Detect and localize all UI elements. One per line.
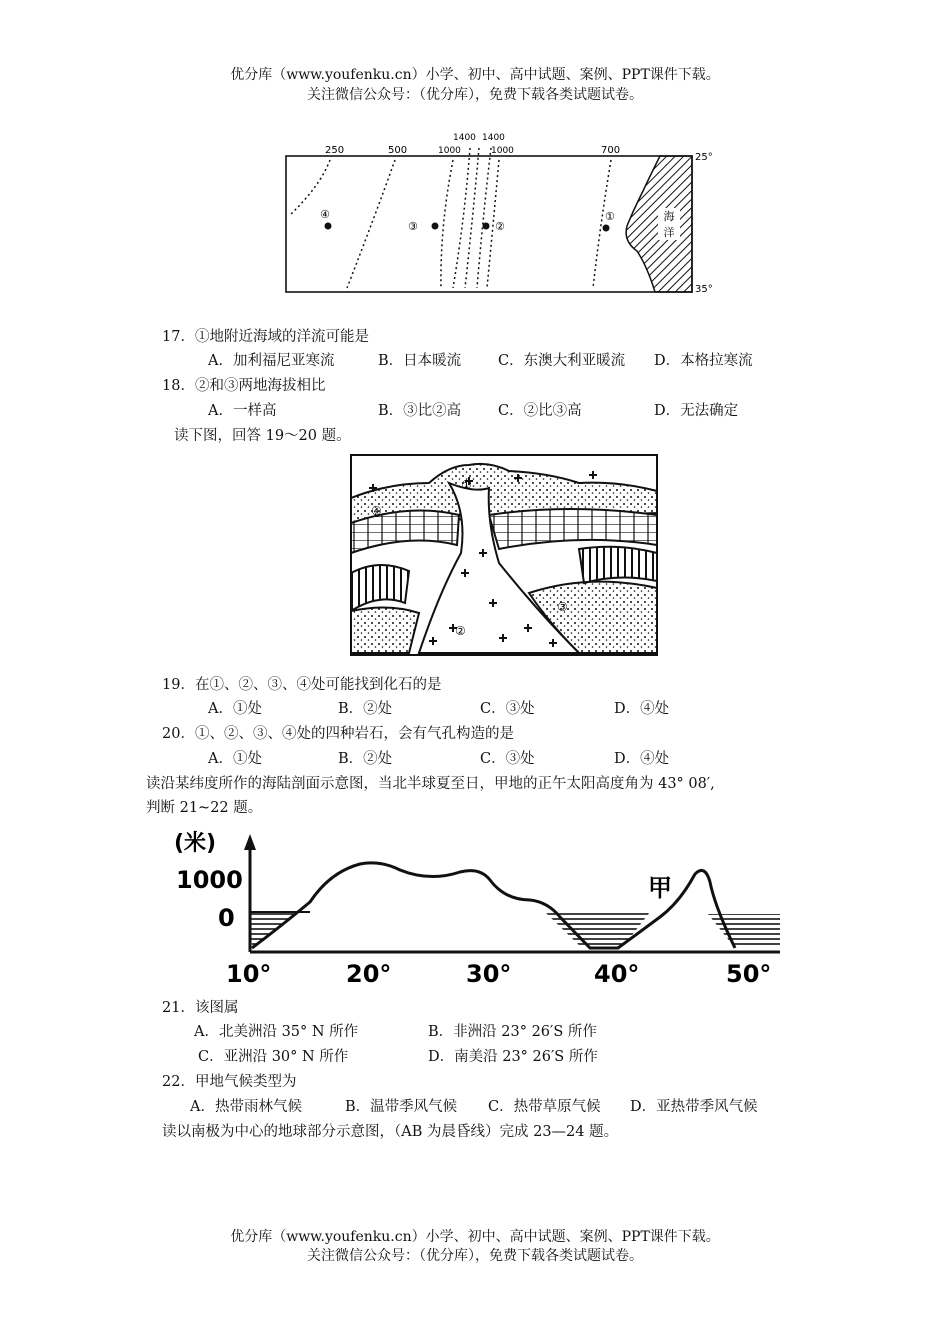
iso-label-1400-right: 1400 bbox=[482, 133, 505, 143]
q21-option-d[interactable]: D．南美沿 23° 26′S 所作 bbox=[428, 1049, 598, 1065]
x-label-50: 50° bbox=[726, 960, 772, 988]
x-label-20: 20° bbox=[346, 960, 392, 988]
q18-option-b[interactable]: B．③比②高 bbox=[378, 403, 462, 419]
iso-label-1000-right: 1000 bbox=[491, 146, 514, 156]
x-label-40: 40° bbox=[594, 960, 640, 988]
q20-option-a[interactable]: A．①处 bbox=[208, 751, 262, 767]
iso-label-700: 700 bbox=[601, 145, 621, 156]
x-label-10: 10° bbox=[226, 960, 272, 988]
q18-option-c[interactable]: C．②比③高 bbox=[498, 403, 582, 419]
y-unit-label: (米) bbox=[174, 831, 217, 856]
lat-bottom-label: 35° bbox=[695, 284, 713, 295]
ocean-char-2: 洋 bbox=[663, 226, 675, 239]
q20-option-d[interactable]: D．④处 bbox=[614, 751, 670, 767]
intro-23-24: 读以南极为中心的地球部分示意图，（AB 为晨昏线）完成 23—24 题。 bbox=[162, 1124, 619, 1140]
footer-line-1: 优分库（www.youfenku.cn）小学、初中、高中试题、案例、PPT课件下载。 bbox=[230, 1229, 720, 1245]
header-line-1: 优分库（www.youfenku.cn）小学、初中、高中试题、案例、PPT课件下载。 bbox=[230, 67, 720, 83]
rock-label-2: ② bbox=[455, 624, 466, 638]
place-jia-label: 甲 bbox=[648, 874, 672, 902]
q20-stem: 20．①、②、③、④处的四种岩石，会有气孔构造的是 bbox=[162, 726, 514, 742]
x-label-30: 30° bbox=[466, 960, 512, 988]
intro-21-22-line1: 读沿某纬度所作的海陆剖面示意图，当北半球夏至日，甲地的正午太阳高度角为 43° 08′, bbox=[146, 776, 715, 792]
rock-label-3: ③ bbox=[557, 600, 568, 614]
point-2-label: ② bbox=[495, 220, 505, 233]
y-label-1000: 1000 bbox=[176, 866, 243, 894]
q22-option-d[interactable]: D．亚热带季风气候 bbox=[630, 1099, 758, 1115]
profile-figure bbox=[160, 822, 790, 990]
q19-option-a[interactable]: A．①处 bbox=[208, 701, 262, 717]
q21-option-c[interactable]: C．亚洲沿 30° N 所作 bbox=[198, 1049, 349, 1065]
q17-option-b[interactable]: B．日本暖流 bbox=[378, 353, 462, 369]
iso-label-1400-left: 1400 bbox=[453, 133, 476, 143]
q22-option-c[interactable]: C．热带草原气候 bbox=[488, 1099, 601, 1115]
isoline-map bbox=[255, 126, 725, 296]
q19-stem: 19．在①、②、③、④处可能找到化石的是 bbox=[162, 677, 442, 693]
iso-label-1000-left: 1000 bbox=[438, 146, 461, 156]
intro-21-22-line2: 判断 21~22 题。 bbox=[146, 800, 263, 816]
q21-stem: 21．该图属 bbox=[162, 1000, 239, 1016]
q17-stem: 17．①地附近海域的洋流可能是 bbox=[162, 329, 369, 345]
lat-top-label: 25° bbox=[695, 152, 713, 163]
q19-option-d[interactable]: D．④处 bbox=[614, 701, 670, 717]
q18-option-d[interactable]: D．无法确定 bbox=[654, 403, 739, 419]
iso-label-250: 250 bbox=[325, 145, 345, 156]
q19-option-b[interactable]: B．②处 bbox=[338, 701, 393, 717]
q20-option-c[interactable]: C．③处 bbox=[480, 751, 535, 767]
header-line-2: 关注微信公众号：（优分库），免费下载各类试题试卷。 bbox=[307, 87, 643, 103]
q22-option-a[interactable]: A．热带雨林气候 bbox=[190, 1099, 302, 1115]
footer-line-2: 关注微信公众号：（优分库），免费下载各类试题试卷。 bbox=[307, 1248, 643, 1264]
q18-stem: 18．②和③两地海拔相比 bbox=[162, 378, 326, 394]
rock-label-4: ④ bbox=[371, 504, 382, 518]
iso-label-500: 500 bbox=[388, 145, 408, 156]
point-4-label: ④ bbox=[320, 208, 330, 221]
q22-option-b[interactable]: B．温带季风气候 bbox=[345, 1099, 458, 1115]
q19-option-c[interactable]: C．③处 bbox=[480, 701, 535, 717]
q21-option-a[interactable]: A．北美洲沿 35° N 所作 bbox=[194, 1024, 359, 1040]
q17-option-a[interactable]: A．加利福尼亚寒流 bbox=[208, 353, 335, 369]
point-3-label: ③ bbox=[408, 220, 418, 233]
point-1-label: ① bbox=[605, 210, 615, 223]
q17-option-c[interactable]: C．东澳大利亚暖流 bbox=[498, 353, 626, 369]
rock-section-figure bbox=[349, 453, 659, 657]
intro-19-20: 读下图，回答 19～20 题。 bbox=[174, 428, 351, 444]
q17-option-d[interactable]: D．本格拉寒流 bbox=[654, 353, 753, 369]
rock-label-1: ① bbox=[461, 478, 472, 492]
y-label-0: 0 bbox=[218, 904, 235, 932]
ocean-char-1: 海 bbox=[663, 210, 675, 223]
q22-stem: 22．甲地气候类型为 bbox=[162, 1074, 297, 1090]
q20-option-b[interactable]: B．②处 bbox=[338, 751, 393, 767]
q21-option-b[interactable]: B．非洲沿 23° 26′S 所作 bbox=[428, 1024, 597, 1040]
q18-option-a[interactable]: A．一样高 bbox=[208, 403, 277, 419]
